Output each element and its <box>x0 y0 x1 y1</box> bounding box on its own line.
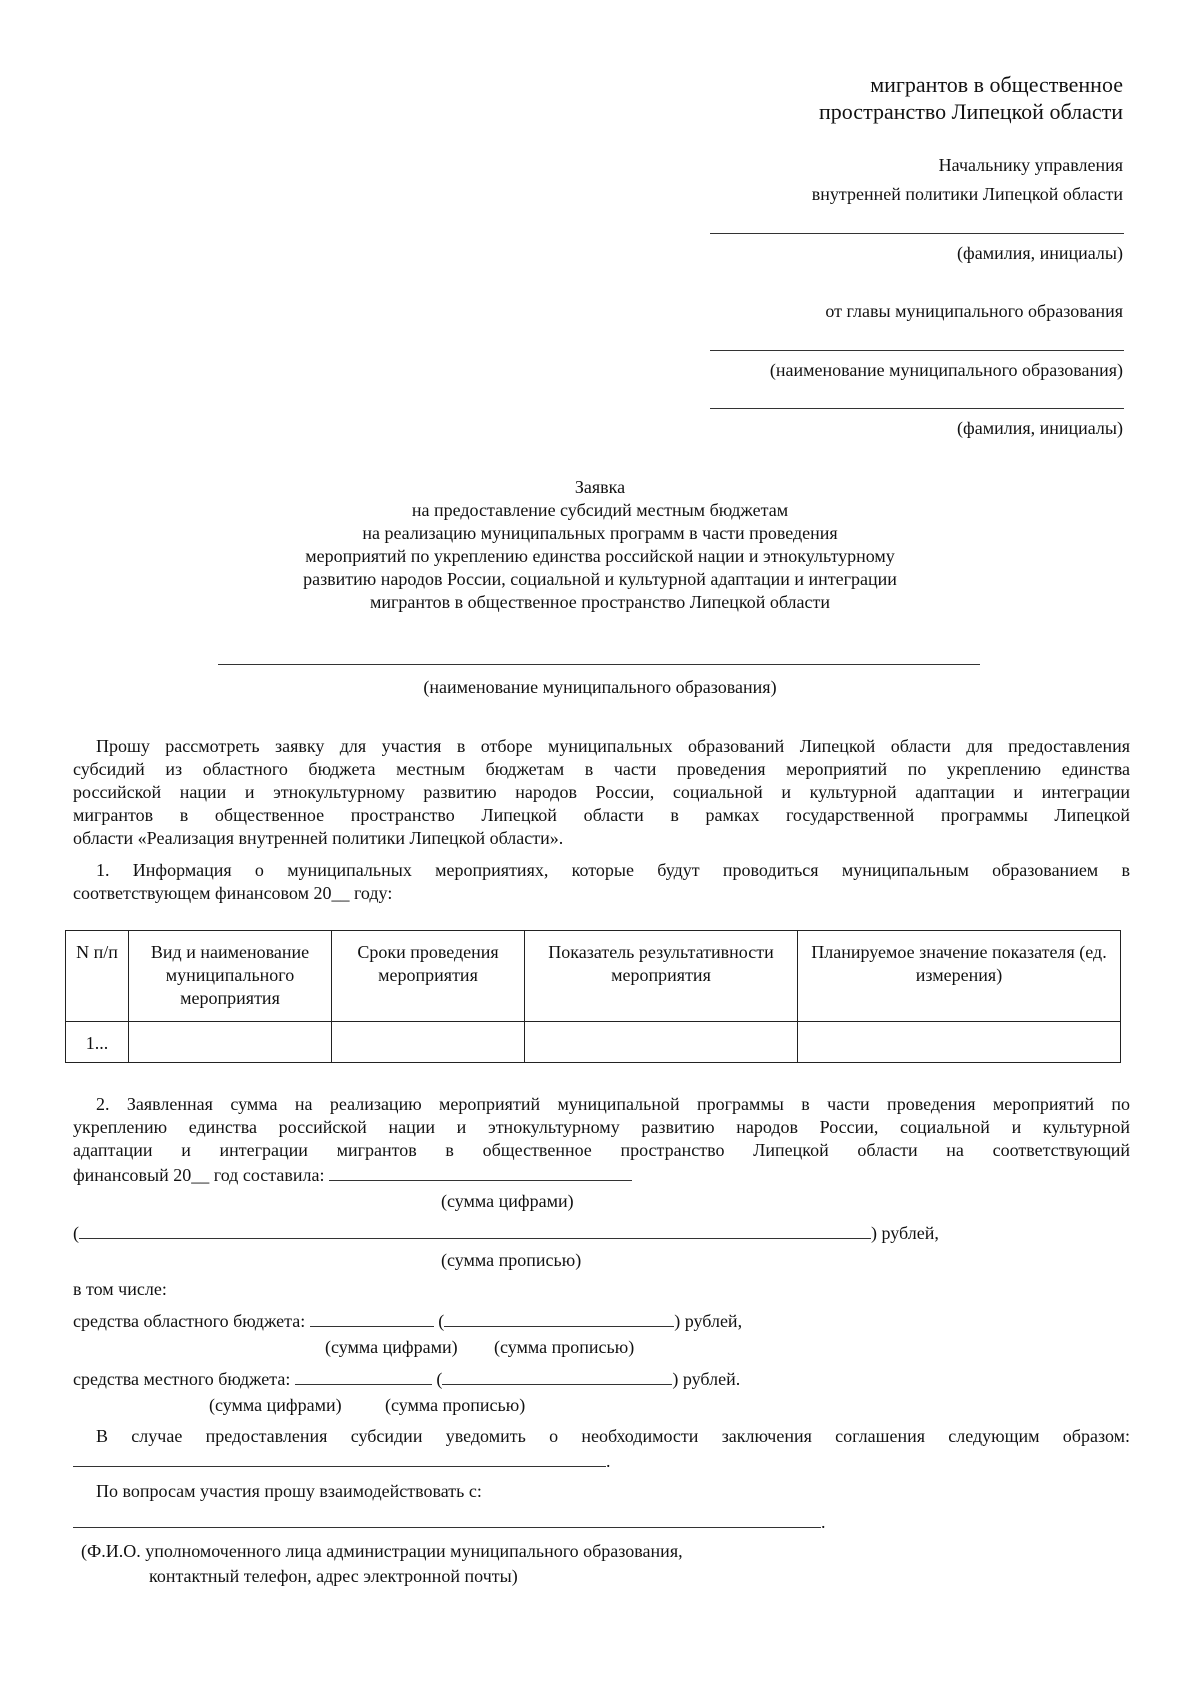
document-title: Заявка <box>574 477 626 497</box>
municipality-name-field[interactable] <box>710 350 1124 351</box>
regional-budget-row <box>73 1308 742 1332</box>
total-sum-digits-caption: (сумма цифрами) <box>441 1191 574 1211</box>
intro-line4: мигрантов в общественное пространство Липецкой области в рамках государственной программы Липецкой <box>73 805 1130 825</box>
header-continuation-line1: мигрантов в общественное <box>870 72 1123 97</box>
section2-line2: укреплению единства российской нации и этнокультурному развитию народов России, социальной и культурной <box>73 1117 1130 1137</box>
regional-caption-words: (сумма прописью) <box>494 1337 635 1357</box>
table-header-cell: Вид и наименование муниципального мероприятия <box>129 931 332 1022</box>
table-cell[interactable] <box>129 1022 332 1063</box>
regional-suffix: ) рублей, <box>674 1311 743 1331</box>
table-cell: 1... <box>66 1022 129 1063</box>
table-header-cell: N п/п <box>66 931 129 1022</box>
title-municipality-field[interactable] <box>218 664 980 665</box>
intro-line3: российской нации и этнокультурному развитию народов России, социальной и культурной адаптации и интеграции <box>73 782 1130 802</box>
local-caption-digits: (сумма цифрами) <box>209 1395 342 1415</box>
municipality-caption: (наименование муниципального образования) <box>769 360 1123 380</box>
title-line5: развитию народов России, социальной и культурной адаптации и интеграции <box>303 569 897 589</box>
section1-line2: соответствующем финансовом 20__ году: <box>73 883 393 903</box>
addressee-name-field[interactable] <box>710 233 1124 234</box>
addressee-caption: (фамилия, инициалы) <box>957 243 1123 263</box>
regional-words-field[interactable] <box>444 1308 674 1327</box>
intro-line1: Прошу рассмотреть заявку для участия в отборе муниципальных образований Липецкой области для предоставления <box>96 736 1130 756</box>
table-cell[interactable] <box>332 1022 525 1063</box>
notify-field-row <box>73 1448 611 1472</box>
table-header-cell: Показатель результативности мероприятия <box>525 931 798 1022</box>
contact-caption-line1: (Ф.И.О. уполномоченного лица администрации муниципального образования, <box>81 1541 683 1561</box>
table-header-row <box>66 931 1121 1022</box>
title-municipality-caption: (наименование муниципального образования) <box>423 677 777 697</box>
addressee-line2: внутренней политики Липецкой области <box>811 184 1123 204</box>
rubles-suffix: ) рублей, <box>871 1223 939 1243</box>
contact-caption-line2: контактный телефон, адрес электронной почты) <box>149 1566 518 1586</box>
open-paren: ( <box>436 1369 443 1389</box>
local-words-field[interactable] <box>442 1366 672 1385</box>
local-caption-words: (сумма прописью) <box>385 1395 526 1415</box>
from-label: от главы муниципального образования <box>825 301 1123 321</box>
contact-label: По вопросам участия прошу взаимодействовать с: <box>96 1481 482 1501</box>
regional-budget-label: средства областного бюджета: <box>73 1311 306 1331</box>
section2-line1: 2. Заявленная сумма на реализацию мероприятий муниципальной программы в части проведения мероприятий по <box>96 1094 1130 1114</box>
contact-field-row <box>73 1509 826 1533</box>
table-cell[interactable] <box>525 1022 798 1063</box>
intro-line2: субсидий из областного бюджета местным бюджетам в части проведения мероприятий по укреплению единства <box>73 759 1130 779</box>
total-sum-words-row <box>73 1220 939 1244</box>
regional-caption-digits: (сумма цифрами) <box>325 1337 458 1357</box>
including-label: в том числе: <box>73 1279 167 1299</box>
total-sum-digits-field[interactable] <box>329 1162 632 1181</box>
title-line4: мероприятий по укреплению единства российской нации и этнокультурному <box>305 546 895 566</box>
regional-digits-field[interactable] <box>310 1308 434 1327</box>
title-line2: на предоставление субсидий местным бюджетам <box>411 500 789 520</box>
addressee-line1: Начальнику управления <box>938 155 1123 175</box>
period: . <box>606 1451 611 1471</box>
table-cell[interactable] <box>798 1022 1121 1063</box>
local-budget-label: средства местного бюджета: <box>73 1369 291 1389</box>
table-header-cell: Планируемое значение показателя (ед. измерения) <box>798 931 1121 1022</box>
events-table <box>65 930 1121 1063</box>
head-caption: (фамилия, инициалы) <box>957 418 1123 438</box>
section2-line3: адаптации и интеграции мигрантов в общественное пространство Липецкой области на соответствующий <box>73 1140 1130 1160</box>
notify-line: В случае предоставления субсидии уведомить о необходимости заключения соглашения следующим образом: <box>96 1426 1130 1446</box>
header-continuation-line2: пространство Липецкой области <box>818 99 1123 124</box>
title-line3: на реализацию муниципальных программ в части проведения <box>362 523 838 543</box>
notify-paragraph <box>73 1425 1130 1448</box>
section2-line4 <box>73 1162 632 1186</box>
section1-line1: 1. Информация о муниципальных мероприятиях, которые будут проводиться муниципальным образованием в <box>96 860 1130 880</box>
open-paren: ( <box>73 1223 79 1243</box>
table-row <box>66 1022 1121 1063</box>
section1-paragraph <box>73 859 1130 905</box>
total-sum-label: финансовый 20__ год составила: <box>73 1165 325 1185</box>
total-sum-words-caption: (сумма прописью) <box>441 1250 582 1270</box>
local-suffix: ) рублей. <box>672 1369 741 1389</box>
open-paren: ( <box>438 1311 445 1331</box>
head-name-field[interactable] <box>710 408 1124 409</box>
total-sum-words-field[interactable] <box>79 1220 871 1239</box>
title-line6: мигрантов в общественное пространство Липецкой области <box>369 592 831 612</box>
notify-method-field[interactable] <box>73 1448 606 1467</box>
intro-paragraph <box>73 735 1130 850</box>
local-budget-row <box>73 1366 740 1390</box>
table-header-cell: Сроки проведения мероприятия <box>332 931 525 1022</box>
intro-line5: области «Реализация внутренней политики Липецкой области». <box>73 828 564 848</box>
local-digits-field[interactable] <box>295 1366 432 1385</box>
contact-person-field[interactable] <box>73 1509 821 1528</box>
period: . <box>821 1512 826 1532</box>
section2-paragraph <box>73 1093 1130 1162</box>
